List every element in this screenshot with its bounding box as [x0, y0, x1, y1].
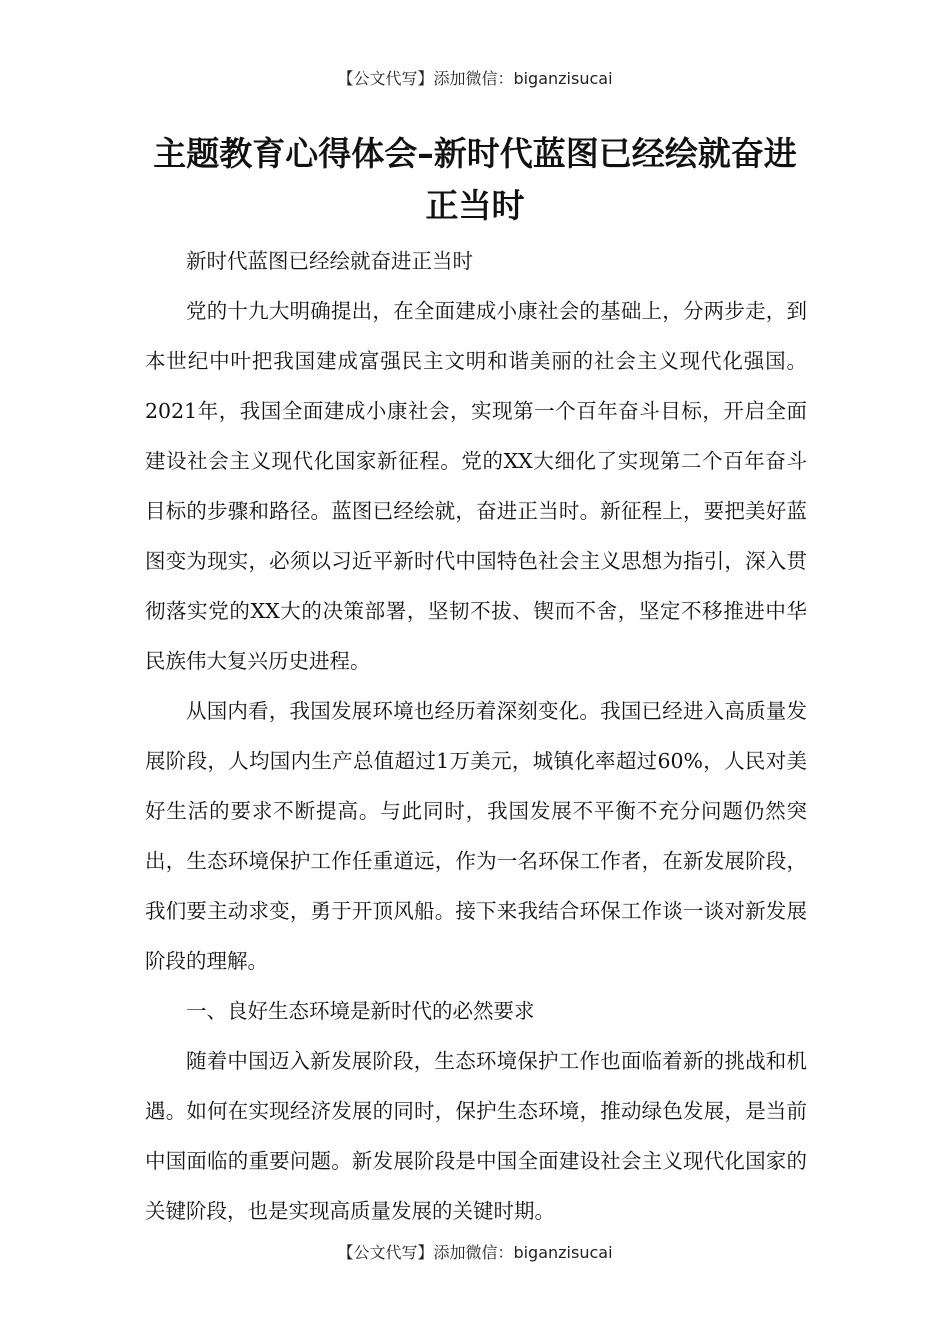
- header-note: 【公文代写】添加微信：biganzisucai: [337, 69, 613, 88]
- footer-note: 【公文代写】添加微信：biganzisucai: [337, 1243, 613, 1262]
- body-paragraph: 从国内看，我国发展环境也经历着深刻变化。我国已经进入高质量发展阶段，人均国内生产总值超过1万美元，城镇化率超过60%，人民对美好生活的要求不断提高。与此同时，我国发展不平衡不充分问题仍然突出，生态环境保护工作任重道远，作为一名环保工作者，在新发展阶段，我们要主动求变，勇于开顶风船。接下来我结合环保工作谈一谈对新发展阶段的理解。: [145, 699, 807, 973]
- section-heading: 一、良好生态环境是新时代的必然要求: [186, 999, 535, 1023]
- document-title: 主题教育心得体会–新时代蓝图已经绘就奋进正当时: [153, 134, 797, 225]
- document-body: [145, 236, 807, 1236]
- subtitle-paragraph: 新时代蓝图已经绘就奋进正当时: [186, 249, 473, 273]
- body-paragraph: 党的十九大明确提出，在全面建成小康社会的基础上，分两步走，到本世纪中叶把我国建成富强民主文明和谐美丽的社会主义现代化强国。2021年，我国全面建成小康社会，实现第一个百年奋斗目标，开启全面建设社会主义现代化国家新征程。党的XX大细化了实现第二个百年奋斗目标的步骤和路径。蓝图已经绘就，奋进正当时。新征程上，要把美好蓝图变为现实，必须以习近平新时代中国特色社会主义思想为指引，深入贯彻落实党的XX大的决策部署，坚韧不拔、锲而不舍，坚定不移推进中华民族伟大复兴历史进程。: [145, 299, 807, 673]
- body-paragraph: 随着中国迈入新发展阶段，生态环境保护工作也面临着新的挑战和机遇。如何在实现经济发展的同时，保护生态环境，推动绿色发展，是当前中国面临的重要问题。新发展阶段是中国全面建设社会主义现代化国家的关键阶段，也是实现高质量发展的关键时期。: [145, 1049, 807, 1223]
